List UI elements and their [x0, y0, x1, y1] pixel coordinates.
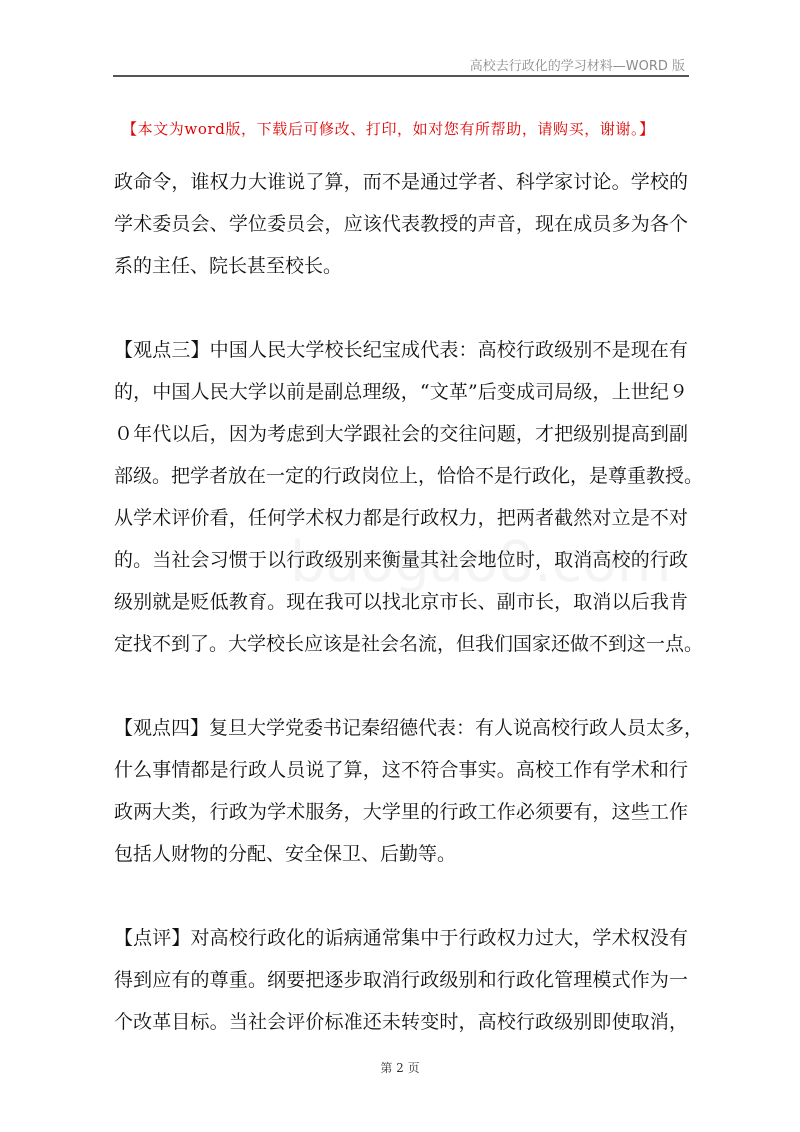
text-line: 系的主任、院长甚至校长。 — [114, 255, 343, 277]
paragraph-1 — [114, 161, 688, 287]
text-line: 部级。把学者放在一定的行政岗位上，恰恰不是行政化，是尊重教授。 — [114, 465, 704, 487]
text-line: 政两大类，行政为学术服务，大学里的行政工作必须要有，这些工作 — [114, 801, 688, 823]
text-line: 从学术评价看，任何学术权力都是行政权力，把两者截然对立是不对 — [114, 507, 688, 529]
paragraph-3 — [114, 707, 704, 875]
text-line: 得到应有的尊重。纲要把逐步取消行政级别和行政化管理模式作为一 — [114, 969, 688, 991]
text-line: 【观点四】复旦大学党委书记秦绍德代表：有人说高校行政人员太多， — [114, 717, 704, 739]
text-line: 【点评】对高校行政化的诟病通常集中于行政权力过大，学术权没有 — [114, 927, 688, 949]
paragraph-4 — [114, 917, 688, 1043]
text-line: 什么事情都是行政人员说了算，这不符合事实。高校工作有学术和行 — [114, 759, 688, 781]
text-line: 学术委员会、学位委员会，应该代表教授的声音，现在成员多为各个 — [114, 213, 688, 235]
header-title: 高校去行政化的学习材料—WORD 版 — [469, 59, 685, 74]
header-rule — [113, 75, 689, 77]
text-line: 定找不到了。大学校长应该是社会名流，但我们国家还做不到这一点。 — [114, 633, 704, 655]
text-line: 级别就是贬低教育。现在我可以找北京市长、副市长，取消以后我肯 — [114, 591, 688, 613]
paragraph-2 — [114, 329, 704, 665]
page-number: 第 2 页 — [380, 1061, 420, 1075]
text-line: 政命令，谁权力大谁说了算，而不是通过学者、科学家讨论。学校的 — [114, 171, 688, 193]
text-line: 的。当社会习惯于以行政级别来衡量其社会地位时，取消高校的行政 — [114, 549, 688, 571]
text-line: 个改革目标。当社会评价标准还未转变时，高校行政级别即使取消， — [114, 1011, 688, 1033]
text-line: 包括人财物的分配、安全保卫、后勤等。 — [114, 843, 457, 865]
text-line: 【观点三】中国人民大学校长纪宝成代表：高校行政级别不是现在有 — [114, 339, 688, 361]
text-line: 的，中国人民大学以前是副总理级，“文革”后变成司局级，上世纪９ — [114, 381, 688, 403]
download-notice: 【本文为word版，下载后可修改、打印，如对您有所帮助，请购买，谢谢。】 — [122, 120, 655, 138]
text-line: ０年代以后，因为考虑到大学跟社会的交往问题，才把级别提高到副 — [114, 423, 688, 445]
